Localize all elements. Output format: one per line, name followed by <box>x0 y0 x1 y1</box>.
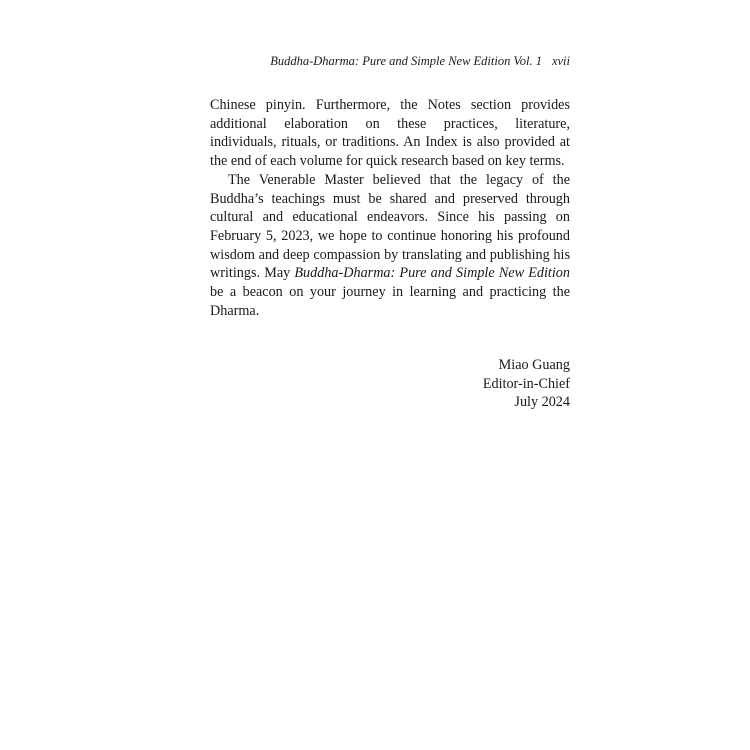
signature-block <box>483 356 570 412</box>
paragraph-2 <box>210 171 570 321</box>
paragraph-2-text-start: The Venerable Master believed that the legacy of the Buddha’s teachings must be shared and preserved through cultural and educational endeavors. Since his passing on February 5, 2023, we hope to continue honoring his profound wisdom and deep compassion by translating and publishing his writings. May <box>210 171 570 282</box>
body-text <box>210 96 570 320</box>
signature-date: July 2024 <box>514 394 570 411</box>
page-number: xvii <box>551 54 570 68</box>
signature-role: Editor-in-Chief <box>482 375 570 392</box>
paragraph-1: Chinese pinyin. Furthermore, the Notes section provides additional elaboration on these practices, literature, individuals, rituals, or traditions. An Index is also provided at the end of each volume for quick research based on key terms. <box>210 97 570 170</box>
signature-name: Miao Guang <box>498 357 570 373</box>
paragraph-2-text-end: be a beacon on your journey in learning and practicing the Dharma. <box>210 284 570 319</box>
running-header <box>270 54 570 69</box>
book-title-italic: Buddha-Dharma: Pure and Simple New Edition <box>294 265 570 282</box>
running-header-title: Buddha-Dharma: Pure and Simple New Edition Vol. 1 <box>270 54 542 68</box>
